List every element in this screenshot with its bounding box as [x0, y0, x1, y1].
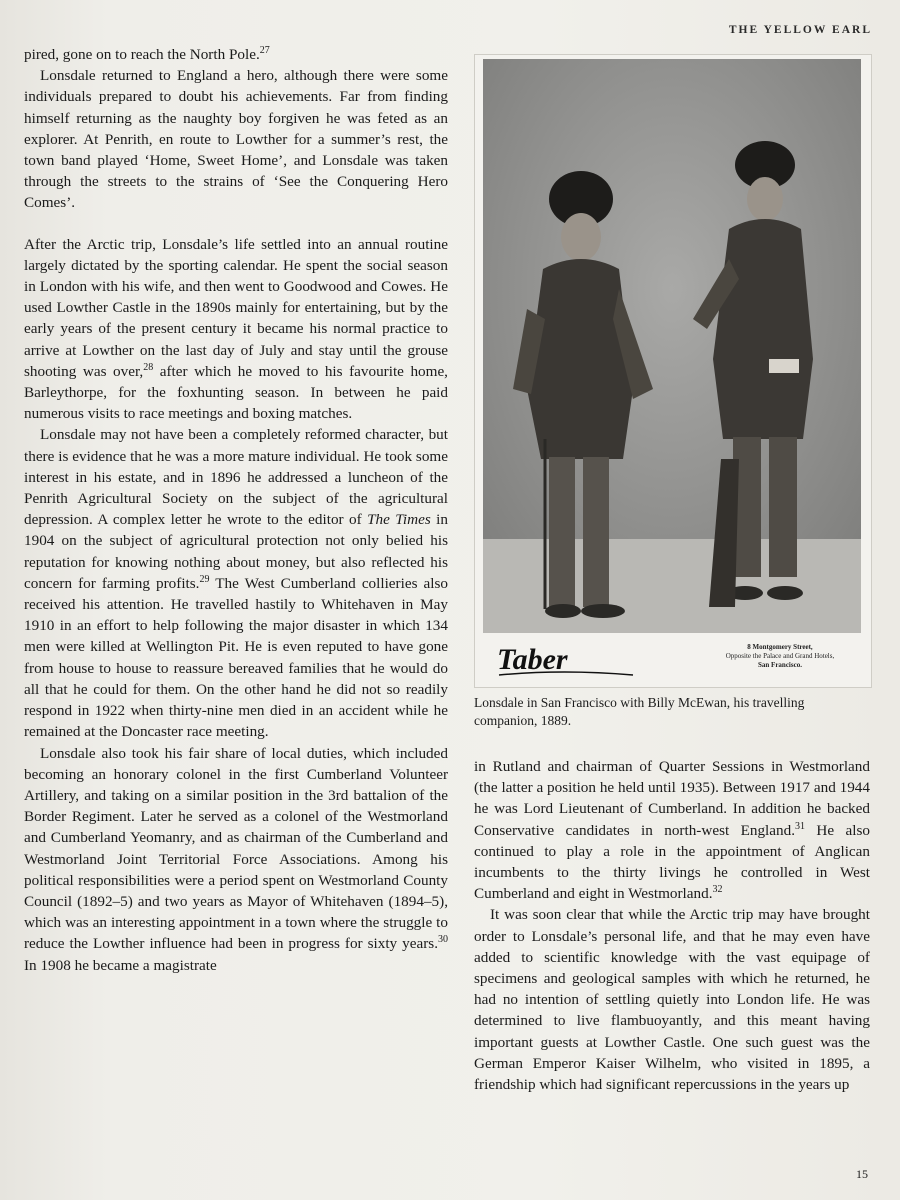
page-number: 15	[856, 1167, 868, 1181]
paragraph: pired, gone on to reach the North Pole.$^{27}$	[24, 44, 270, 63]
studio-card	[483, 637, 861, 683]
photo-two-men-in-fur-coats	[483, 59, 861, 633]
studio-city: San Francisco.	[758, 661, 802, 669]
photograph	[474, 54, 872, 688]
paragraph: Lonsdale also took his fair share of local duties, which included becoming an honorary colonel in the first Cumberland Volunteer Artillery, and taking on a similar position in the 3rd battalion of the Border Regiment. Later he served as a colonel of the Westmorland and Cumberland Yeomanry, and as chairman of the Cumberland and Westmorland Joint Territorial Force Associations. Among his political responsibilities were a period spent on Westmorland County Council (1892–5) and two years as Mayor of Whitehaven (1894–5), which was an interesting appointment in a town where the struggle to reduce the Lowther influence had been in progress for sixty years.$^{30}$ In 1908 he became a magistrate	[24, 744, 448, 974]
footnote-ref: 32	[712, 884, 723, 896]
studio-opposite: Opposite the Palace and Grand Hotels,	[725, 652, 835, 660]
footnote-ref: 31	[795, 820, 806, 832]
taber-logo	[493, 639, 643, 679]
paragraph: After the Arctic trip, Lonsdale’s life settled into an annual routine largely dictated by the sporting calendar. He spent the social season in London with his wife, and then went to Goodwood and Cowes. He used Lowther Castle in the 1890s mainly for entertaining, but by the early years of the present century it became his normal practice to arrive at Lowther on the last day of July and stay until the grouse shooting was over,$^{28}$ after which he moved to his favourite home, Barleythorpe, for the foxhunting season. In between he paid numerous visits to race meetings and boxing matches.	[24, 235, 448, 423]
photo-caption: Lonsdale in San Francisco with Billy McEwan, his travelling companion, 1889.	[474, 695, 805, 728]
running-head: THE YELLOW EARL	[728, 24, 872, 36]
paragraph: Lonsdale may not have been a completely reformed character, but there is evidence that he was a more mature individual. He took some interest in his estate, and in 1896 he addressed a luncheon of the Penrith Agricultural Society on the subject of the agricultural depression. A complex letter he wrote to the editor of The Times in 1904 on the subject of agricultural protection not only belied his reputation for knowing nothing about money, but also reflected his concern for farming profits.$^{29}$ The West Cumberland collieries also received his attention. He travelled hastily to Whitehaven in May 1910 in an effort to help following the major disaster in which 134 men were killed at Wellington Pit. He is even reputed to have gone from house to house to reassure bereaved families that he would do all that he could for them. On the other hand he did not so readily respond in 1922 when thirty-nine men died in an accident while he remained at the Doncaster race meeting.	[24, 426, 448, 741]
right-column	[474, 756, 870, 1095]
footnote-ref: 28	[143, 361, 154, 373]
paragraph: Lonsdale returned to England a hero, although there were some individuals prepared to doubt his achievements. Far from finding himself returning as the naughty boy forgiven he was feted as an explorer. At Penrith, en route to Lowther for a summer’s rest, the town band played ‘Home, Sweet Home’, and Lonsdale was taken through the streets to the strains of ‘See the Conquering Hero Comes’.	[24, 67, 448, 212]
footnote-ref: 30	[438, 934, 448, 946]
footnote-ref: 27	[259, 44, 270, 56]
paragraph: It was soon clear that while the Arctic trip may have brought order to Lonsdale’s personal life, and that he may even have added to scientific knowledge with the vast equipage of specimens and geological samples with which he returned, he had no intention of settling quietly into London life. He was determined to live flambuoyantly, and this meant having important guests at Lowther Castle. One such guest was the German Emperor Kaiser Wilhelm, who visited in 1895, a friendship which had significant repercussions in the years up	[474, 906, 870, 1094]
paragraph: in Rutland and chairman of Quarter Sessions in Westmorland (the latter a position he held until 1935). Between 1917 and 1944 he was Lord Lieutenant of Cumberland. In addition he backed Conservative candidates in north-west England.$^{31}$ He also continued to play a role in the appointment of Anglican incumbents to the thirty livings he controlled in West Cumberland and eight in Westmorland.$^{32}$	[474, 758, 870, 903]
footnote-ref: 29	[199, 573, 210, 585]
svg-text:Taber: Taber	[497, 643, 568, 676]
studio-address: 8 Montgomery Street,	[747, 643, 813, 651]
left-column	[24, 44, 448, 976]
